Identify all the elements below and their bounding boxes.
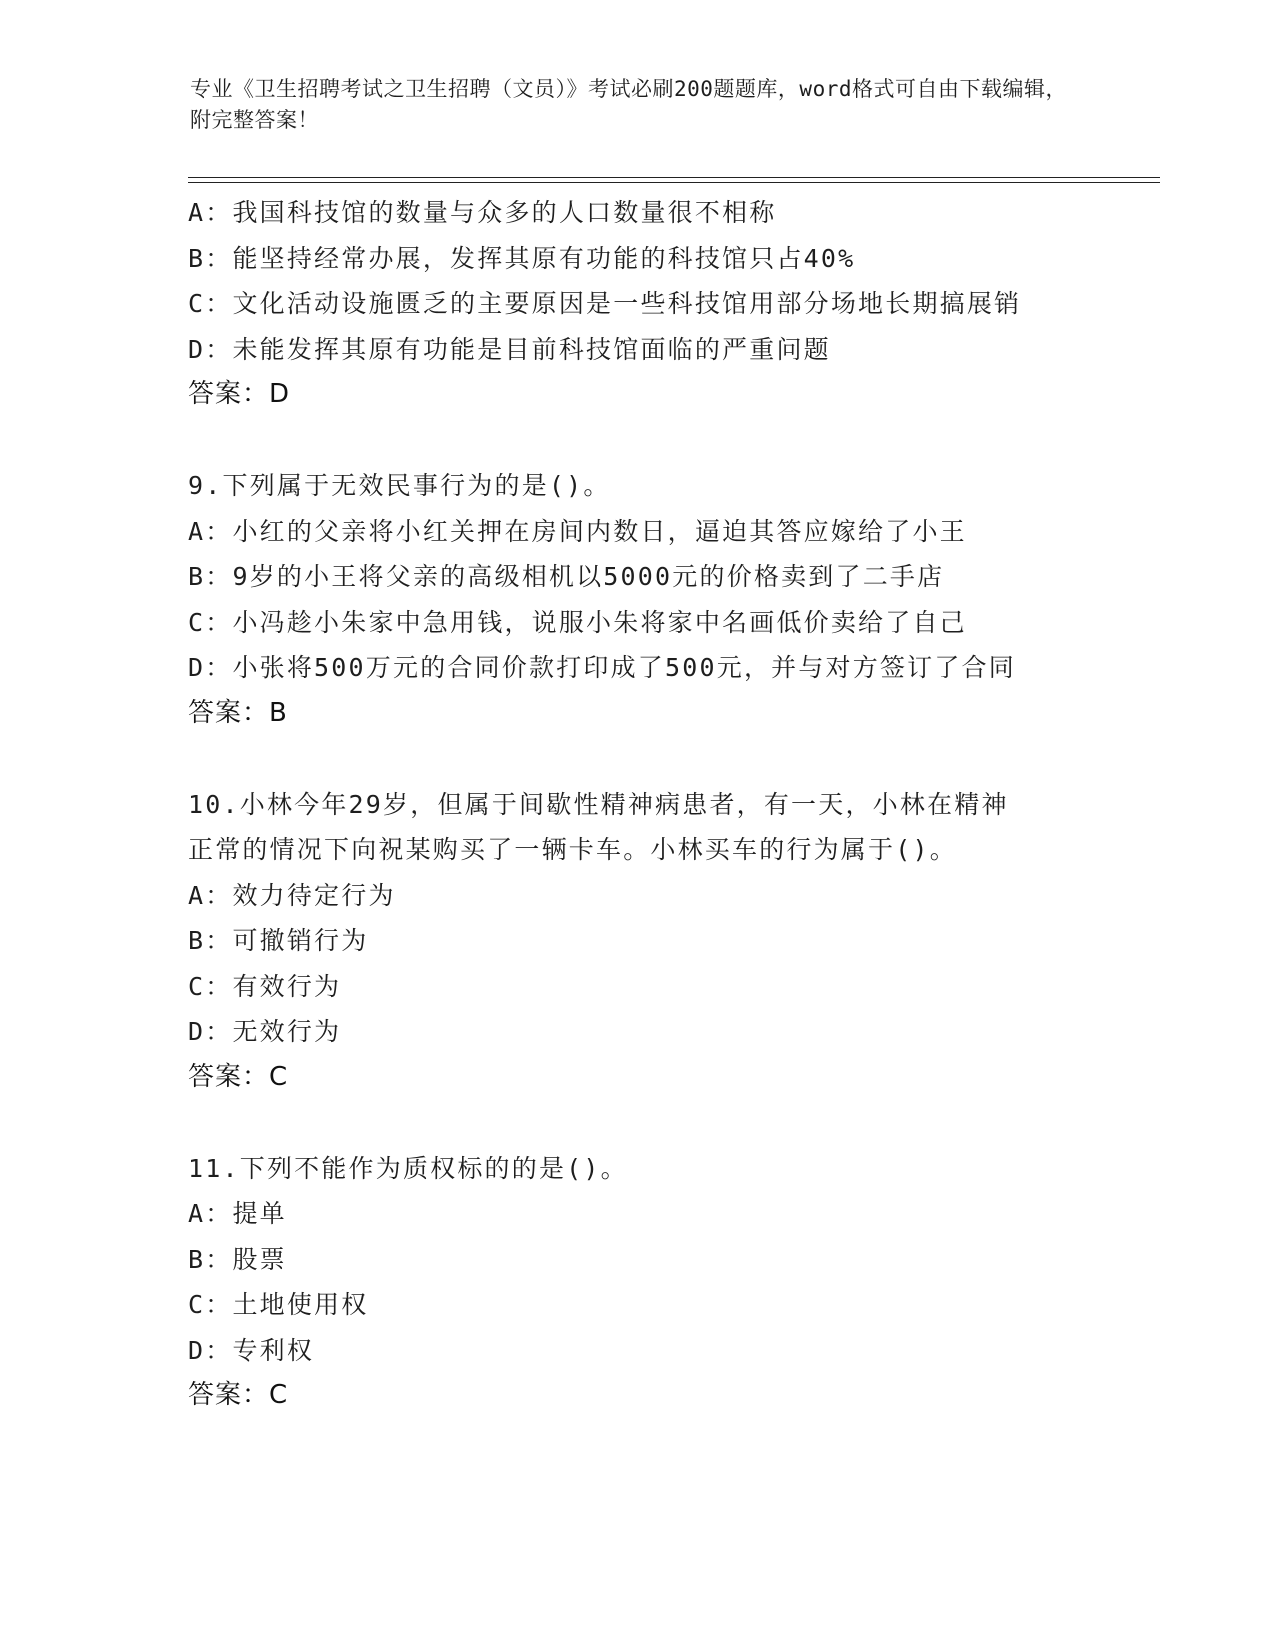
option-c: C：土地使用权	[188, 1290, 369, 1319]
option-d: D：专利权	[188, 1335, 315, 1365]
answer-line: 答案：B	[188, 697, 288, 728]
spacer	[188, 736, 1088, 782]
option-b: B：可撤销行为	[188, 926, 369, 955]
option-a: A：我国科技馆的数量与众多的人口数量很不相称	[188, 198, 777, 227]
spacer	[188, 418, 1088, 464]
option-b: B：9岁的小王将父亲的高级相机以5000元的价格卖到了二手店	[188, 562, 945, 591]
question-stem: 11.下列不能作为质权标的的是()。	[188, 1153, 628, 1183]
option-a: A：提单	[188, 1199, 287, 1228]
option-b: B：能坚持经常办展，发挥其原有功能的科技馆只占40%	[188, 243, 856, 273]
question-11	[188, 1146, 1088, 1419]
option-b: B：股票	[188, 1244, 287, 1274]
question-stem: 10.小林今年29岁，但属于间歇性精神病患者，有一天，小林在精神正常的情况下向祝某购买了一辆卡车。小林买车的行为属于()。	[188, 789, 1009, 864]
answer-line: 答案：C	[188, 1061, 289, 1092]
spacer	[188, 1100, 1088, 1146]
question-stem: 9.下列属于无效民事行为的是()。	[188, 471, 611, 500]
answer-line: 答案：D	[188, 379, 291, 409]
question-list	[188, 190, 1088, 1419]
option-d: D：未能发挥其原有功能是目前科技馆面临的严重问题	[188, 334, 831, 364]
option-a: A：小红的父亲将小红关押在房间内数日，逼迫其答应嫁给了小王	[188, 516, 967, 546]
partial-question	[188, 190, 1088, 418]
question-10	[188, 782, 1088, 1101]
header-rule-bottom	[188, 182, 1160, 183]
document-header: 专业《卫生招聘考试之卫生招聘（文员）》考试必刷200题题库，word格式可自由下载编辑，附完整答案！	[190, 77, 1067, 132]
option-d: D：无效行为	[188, 1017, 342, 1046]
option-c: C：小冯趁小朱家中急用钱，说服小朱将家中名画低价卖给了自己	[188, 607, 967, 637]
option-d: D：小张将500万元的合同价款打印成了500元，并与对方签订了合同	[188, 653, 1016, 682]
option-c: C：有效行为	[188, 971, 342, 1001]
header-rule-top	[188, 177, 1160, 178]
answer-line: 答案：C	[188, 1380, 289, 1410]
option-a: A：效力待定行为	[188, 880, 396, 910]
option-c: C：文化活动设施匮乏的主要原因是一些科技馆用部分场地长期搞展销	[188, 289, 1022, 318]
question-9	[188, 463, 1088, 736]
